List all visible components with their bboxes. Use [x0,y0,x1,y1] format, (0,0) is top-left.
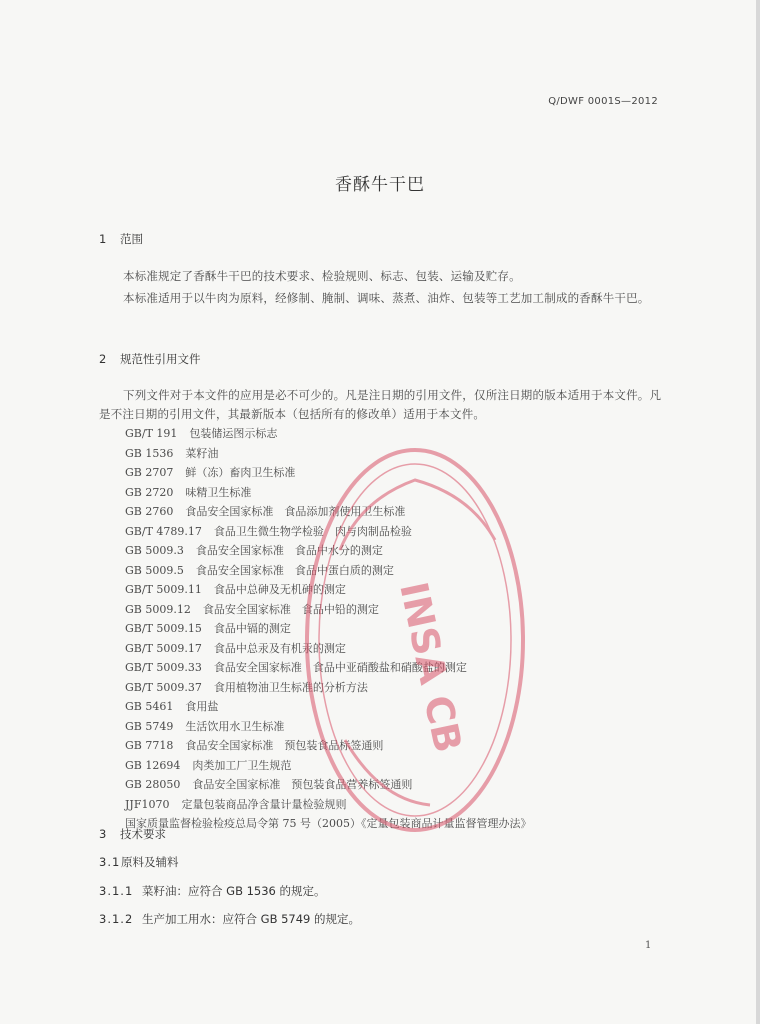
reference-item [125,483,531,503]
reference-item [125,444,531,464]
reference-code: GB 5009.3 [125,544,184,557]
reference-code: GB/T 5009.37 [125,680,202,694]
reference-code: 国家质量监督检验检疫总局令第 75 号（2005）《定量包装商品计量监督管理办法》 [125,817,532,830]
reference-title: 食品安全国家标准 食品添加剂使用卫生标准 [185,505,406,518]
subsection-text: 原料及辅料 [121,855,179,869]
reference-title: 包装储运图示标志 [189,427,278,440]
reference-item [125,463,531,483]
reference-code: GB 5009.5 [125,563,184,577]
references-intro-paragraph: 下列文件对于本文件的应用是必不可少的。凡是注日期的引用文件，仅所注日期的版本适用于本文件。凡是不注日期的引用文件，其最新版本（包括所有的修改单）适用于本文件。 [99,388,662,421]
reference-code: GB/T 5009.33 [125,661,202,674]
reference-title: 食品安全国家标准 食品中铅的测定 [202,602,379,616]
reference-title: 鲜（冻）畜肉卫生标准 [185,466,296,479]
reference-title: 食用植物油卫生标准的分析方法 [213,680,368,694]
standard-code: Q/DWF 0001S—2012 [548,96,658,107]
reference-item [125,658,531,678]
reference-item [125,639,531,659]
reference-code: GB 1536 [125,446,174,460]
page-number: 1 [645,940,652,951]
reference-title: 食品安全国家标准 食品中水分的测定 [195,544,383,557]
reference-code: GB 5009.12 [125,602,191,616]
reference-list [125,424,531,834]
reference-title: 生活饮用水卫生标准 [185,719,285,733]
section-title: 范围 [120,232,143,246]
reference-code: GB/T 5009.11 [125,583,202,596]
section-heading-scope [99,231,143,247]
section-number: 1 [99,232,107,246]
reference-item [125,541,531,561]
reference-item [125,561,531,581]
reference-code: GB 5749 [125,719,174,733]
reference-item [125,717,531,737]
scope-paragraph-2: 本标准适用于以牛肉为原料，经修制、腌制、调味、蒸煮、油炸、包装等工艺加工制成的香酥牛干巴。 [123,291,650,305]
reference-item [125,795,531,815]
reference-title: 味精卫生标准 [185,485,252,499]
scope-paragraph-1: 本标准规定了香酥牛干巴的技术要求、检验规则、标志、包装、运输及贮存。 [123,269,521,283]
reference-title: 肉类加工厂卫生规范 [192,758,292,772]
document-title: 香酥牛干巴 [335,175,425,195]
reference-title: 食品中镉的测定 [213,622,291,635]
reference-title: 菜籽油 [185,446,219,460]
reference-item [125,678,531,698]
reference-code: JJF1070 [125,797,170,811]
subsection-processing-water [99,911,360,927]
reference-code: GB 5461 [125,700,174,713]
reference-code: GB/T 5009.17 [125,641,202,655]
reference-item [125,619,531,639]
reference-code: GB/T 191 [125,427,178,440]
reference-code: GB 2707 [125,466,174,479]
reference-title: 食品安全国家标准 食品中亚硝酸盐和硝酸盐的测定 [213,661,467,674]
reference-code: GB 2760 [125,505,174,518]
subsection-raw-materials [99,854,179,870]
reference-code: GB 2720 [125,485,174,499]
section-title: 技术要求 [120,827,166,841]
reference-code: GB 7718 [125,739,174,752]
reference-item [125,424,531,444]
subsection-number: 3.1.2 [99,912,134,926]
section-title: 规范性引用文件 [120,352,201,366]
reference-title: 食品中总汞及有机汞的测定 [213,641,346,655]
subsection-rapeseed-oil [99,883,326,899]
reference-title: 食用盐 [185,700,219,713]
section-heading-technical-requirements [99,826,166,842]
subsection-text: 菜籽油：应符合 GB 1536 的规定。 [142,884,326,898]
reference-title: 食品卫生微生物学检验 肉与肉制品检验 [213,524,412,538]
reference-title: 食品安全国家标准 预包装食品标签通则 [185,739,384,752]
subsection-number: 3.1 [99,855,121,869]
reference-title: 食品中总砷及无机砷的测定 [213,583,346,596]
reference-item [125,502,531,522]
reference-code: GB 12694 [125,758,181,772]
reference-title: 食品安全国家标准 食品中蛋白质的测定 [195,563,394,577]
seal-letters: INSA CB [391,578,471,757]
reference-item [125,756,531,776]
reference-code: GB/T 5009.15 [125,622,202,635]
subsection-text: 生产加工用水：应符合 GB 5749 的规定。 [142,912,361,926]
scan-edge [756,0,760,1024]
reference-item [125,814,531,834]
reference-item [125,775,531,795]
subsection-number: 3.1.1 [99,884,134,898]
section-number: 3 [99,827,107,841]
reference-item [125,522,531,542]
reference-code: GB 28050 [125,778,181,791]
section-number: 2 [99,352,107,366]
reference-title: 定量包装商品净含量计量检验规则 [181,797,347,811]
reference-title: 食品安全国家标准 预包装食品营养标签通则 [192,778,413,791]
reference-item [125,580,531,600]
reference-code: GB/T 4789.17 [125,524,202,538]
reference-item [125,736,531,756]
section-heading-references [99,351,201,367]
reference-item [125,600,531,620]
reference-item [125,697,531,717]
